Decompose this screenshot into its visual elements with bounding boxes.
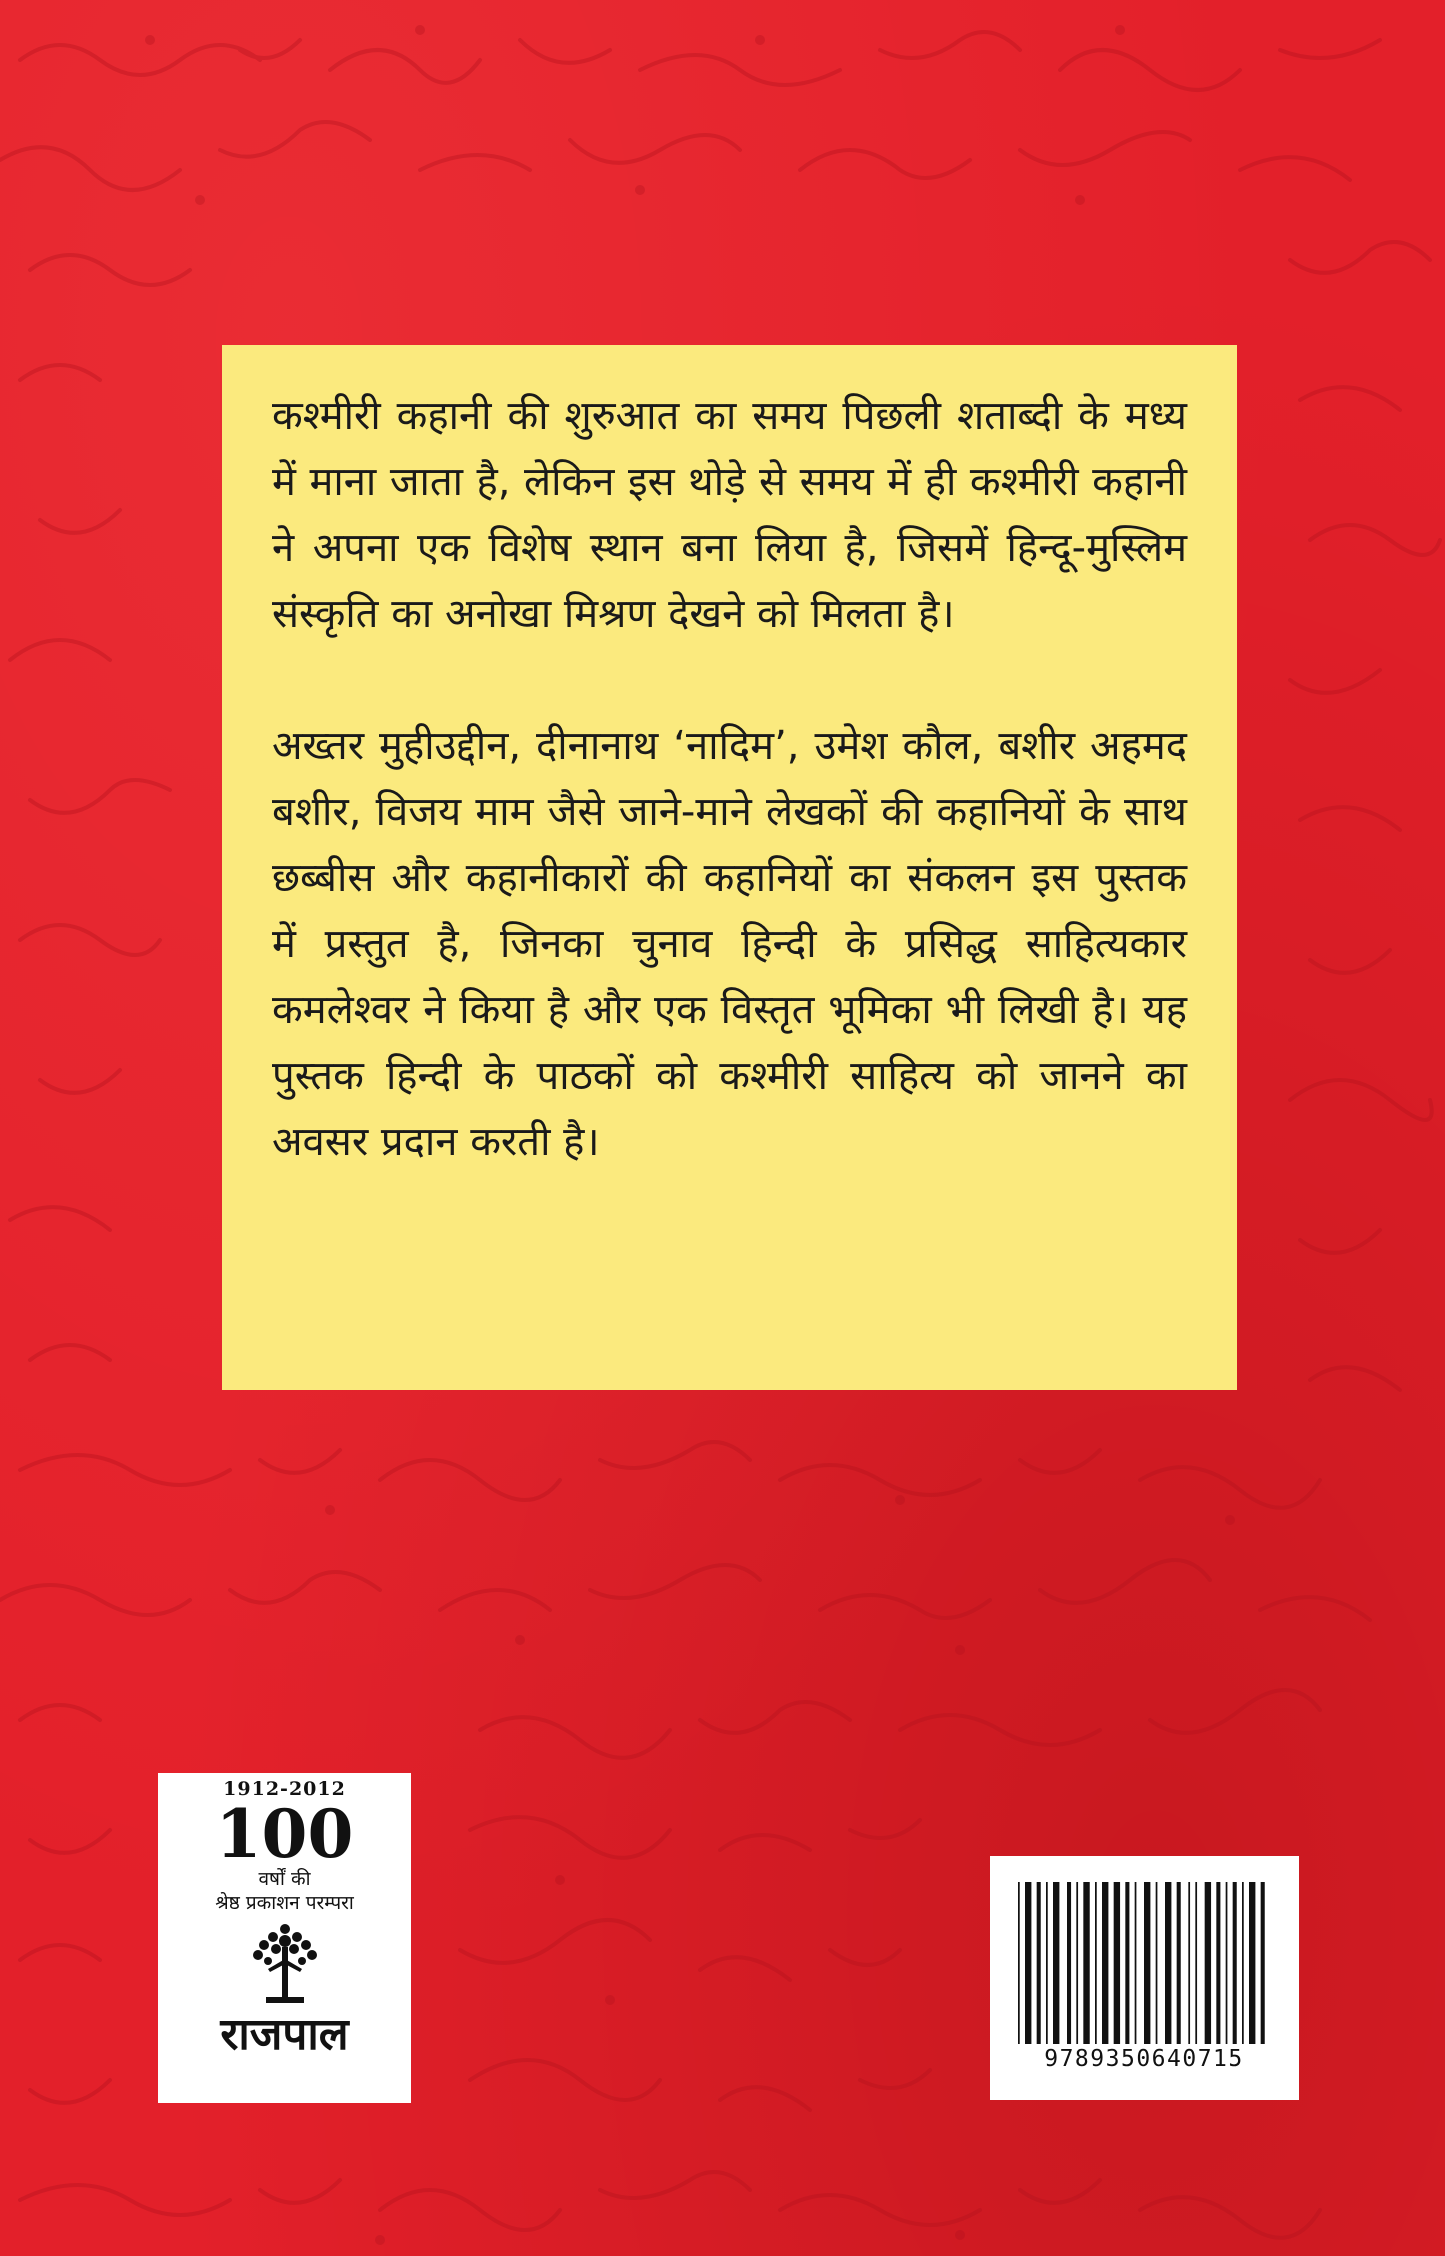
logo-tagline-1: वर्षों की <box>258 1868 311 1890</box>
barcode <box>1018 1882 1270 2044</box>
barcode-bar <box>1249 1882 1255 2044</box>
barcode-bar <box>1076 1882 1078 2044</box>
barcode-bar <box>1233 1882 1237 2044</box>
barcode-bar <box>1226 1882 1228 2044</box>
barcode-bar <box>1095 1882 1097 2044</box>
blurb-paragraph-1: कश्मीरी कहानी की शुरुआत का समय पिछली शताब्दी के मध्य में माना जाता है, लेकिन इस थोड़े से समय में ही कश्मीरी कहानी ने अपना एक विशेष स्थान बना लिया है, जिसमें हिन्दू-मुस्लिम संस्कृति का अनोखा मिश्रण देखने को मिलता है। <box>272 393 1187 637</box>
barcode-bar <box>1046 1882 1048 2044</box>
barcode-bar <box>1144 1882 1150 2044</box>
barcode-bar <box>1188 1882 1190 2044</box>
barcode-bar <box>1156 1882 1158 2044</box>
logo-centenary: 100 <box>215 1795 354 1873</box>
barcode-bar <box>1216 1882 1220 2044</box>
barcode-bar <box>1195 1882 1197 2044</box>
blurb-paragraph-2: अख्तर मुहीउद्दीन, दीनानाथ ‘नादिम’, उमेश कौल, बशीर अहमद बशीर, विजय माम जैसे जाने-माने लेखकों की कहानियों के साथ छब्बीस और कहानीकारों की कहानियों का संकलन इस पुस्तक में प्रस्तुत है, जिनका चुनाव हिन्दी के प्रसिद्ध साहित्यकार कमलेश्वर ने किया है और एक विस्तृत भूमिका भी लिखी है। यह पुस्तक हिन्दी के पाठकों को कश्मीरी साहित्य को जानने का अवसर प्रदान करती है। <box>272 723 1187 1165</box>
barcode-bar <box>1114 1882 1120 2044</box>
publisher-name: राजपाल <box>220 2009 349 2060</box>
tree-icon <box>240 1919 330 2009</box>
barcode-bar <box>1102 1882 1108 2044</box>
barcode-bar <box>1037 1882 1041 2044</box>
barcode-bar <box>1083 1882 1089 2044</box>
isbn-digits: 9789350640715 <box>1044 2046 1244 2072</box>
barcode-bar <box>1025 1882 1031 2044</box>
barcode-bar <box>1261 1882 1265 2044</box>
barcode-panel <box>990 1856 1299 2100</box>
barcode-bar <box>1018 1882 1020 2044</box>
barcode-bar <box>1242 1882 1244 2044</box>
publisher-logo <box>158 1773 411 2103</box>
barcode-bar <box>1205 1882 1211 2044</box>
barcode-bar <box>1053 1882 1059 2044</box>
barcode-bar <box>1125 1882 1129 2044</box>
logo-years: 1912-2012 <box>223 1778 346 1800</box>
logo-tagline-2: श्रेष्ठ प्रकाशन परम्परा <box>215 1892 354 1914</box>
barcode-bar <box>1177 1882 1181 2044</box>
barcode-bar <box>1067 1882 1071 2044</box>
barcode-bar <box>1165 1882 1171 2044</box>
blurb-box <box>222 345 1237 1390</box>
barcode-bar <box>1135 1882 1137 2044</box>
